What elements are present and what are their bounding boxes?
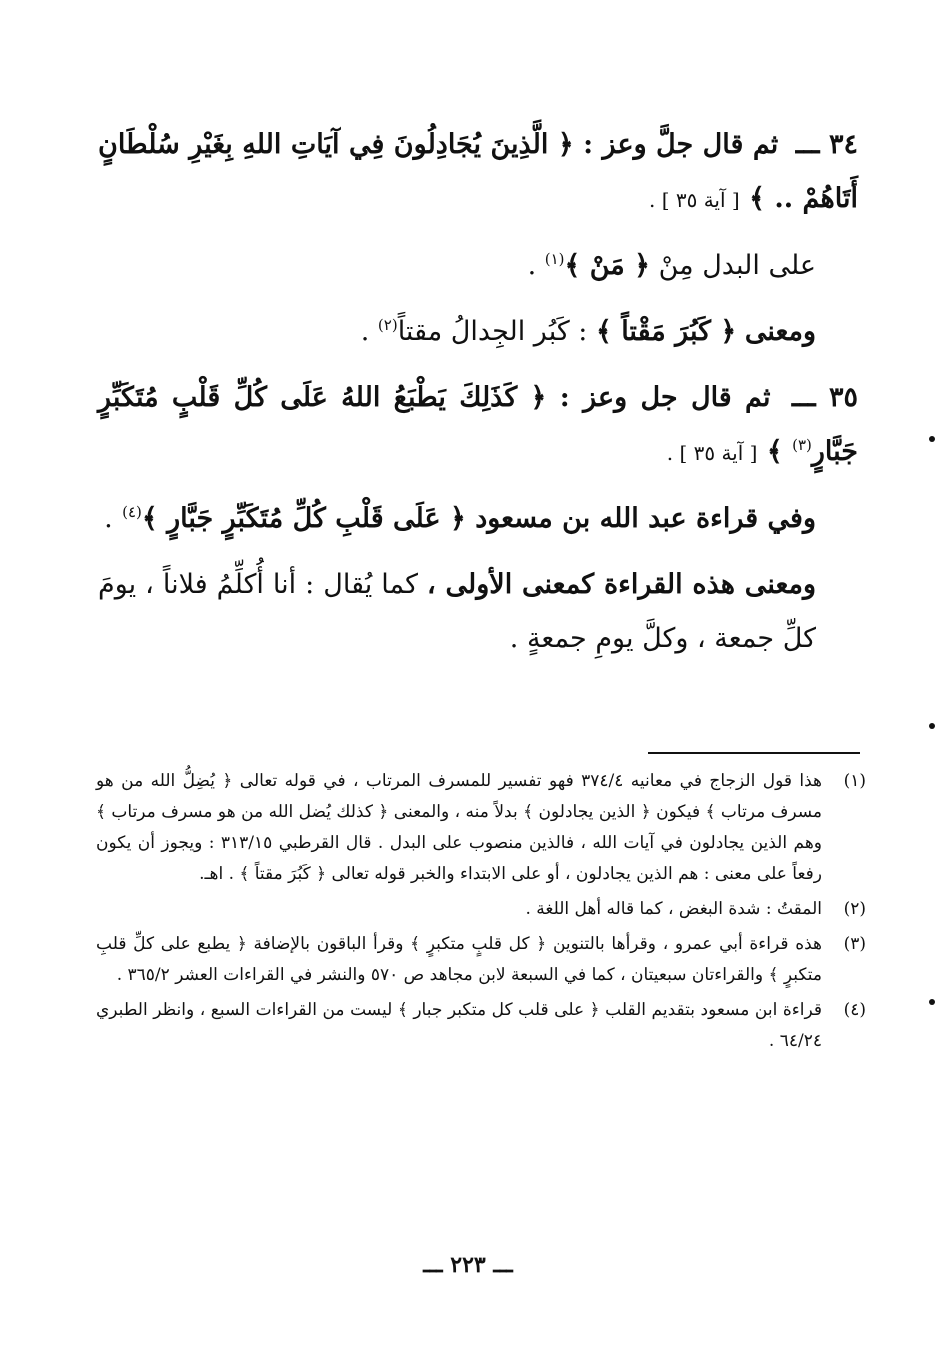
sentence-end: . bbox=[104, 503, 113, 534]
entry-intro: ثم قال جلَّ وعز : bbox=[583, 129, 779, 160]
entry-number: ٣٥ ـــ bbox=[791, 382, 859, 413]
page-number: ـــ ٢٢٣ ـــ bbox=[423, 1252, 513, 1278]
explanation-meaning bbox=[98, 305, 858, 359]
explanation-text: وفي قراءة عبد الله بن مسعود bbox=[475, 503, 816, 534]
footnote-marker: (١) bbox=[544, 250, 565, 268]
explanation-text: : كَبُر الجِدالُ مقتاً bbox=[397, 316, 588, 347]
footnote-separator bbox=[648, 752, 860, 754]
footnote-number: (٢) bbox=[843, 899, 866, 919]
explanation-text: كما يُقال : أنا أُكلِّمُ فلاناً ، يومَ كلِّ جمعة ، وكلَّ يومِ جمعةٍ . bbox=[98, 569, 816, 654]
quran-reading: ﴿ عَلَى قَلْبِ كُلِّ مُتَكَبِّرٍ جَبَّارٍ ﴾ bbox=[141, 503, 466, 534]
entry-number: ٣٤ ـــ bbox=[795, 129, 858, 160]
footnote-text: هذه قراءة أبي عمرو ، وقرأها بالتنوين ﴿ كل قلبٍ متكبرٍ ﴾ وقرأ الباقون بالإضافة ﴿ يطبع على كلِّ قلبِ متكبرٍ ﴾ والقراءتان سبعيتان ، كما في السبعة لابن مجاهد ص ٥٧٠ والنشر في القراءات العشر ٣٦٥/٢ . bbox=[96, 934, 822, 985]
footnote-marker: (٢) bbox=[377, 316, 398, 334]
footnote-text: هذا قول الزجاج في معانيه ٣٧٤/٤ فهو تفسير للمسرف المرتاب ، في قوله تعالى ﴿ يُضِلُّ الله من هو مسرف مرتاب ﴾ فيكون ﴿ الذين يجادلون ﴾ بدلاً منه ، والمعنى ﴿ كذلك يُضل الله من هو مسرف مرتاب ﴾ وهم الذين يجادلون في آيات الله ، فالذين منصوب على البدل . قال القرطبي ٣١٣/١٥ : ويجوز أن يكون رفعاً على معنى : هم الذين يجادلون ، أو على الابتداء والخبر قوله تعالى ﴿ كَبُرَ مقتاً ﴾ . اهـ. bbox=[96, 771, 822, 884]
footnote-marker: (٤) bbox=[122, 503, 142, 521]
footnote-text: المقتُ : شدة البغض ، كما قاله أهل اللغة . bbox=[525, 899, 822, 919]
margin-mark bbox=[929, 999, 935, 1005]
entry-35 bbox=[98, 371, 858, 480]
explanation-text: على البدل مِنْ bbox=[658, 250, 816, 281]
verse-close: ﴾ bbox=[766, 436, 783, 467]
explanation-lead: ومعنى bbox=[744, 316, 816, 347]
footnote-number: (٣) bbox=[843, 934, 866, 954]
footnote-text: قراءة ابن مسعود بتقديم القلب ﴿ على قلب كل متكبر جبار ﴾ ليست من القراءات السبع ، وانظر الطبري ٦٤/٢٤ . bbox=[96, 1000, 822, 1051]
explanation-lead: ومعنى هذه القراءة كمعنى الأولى ، bbox=[427, 569, 816, 600]
quran-verse: ﴿ كَذَلِكَ يَطْبَعُ اللهُ عَلَى كُلِّ قَلْبٍ مُتَكَبِّرٍ جَبَّارٍ bbox=[98, 382, 858, 467]
verse-reference: [ آية ٣٥ ] . bbox=[666, 441, 758, 465]
footnote-3 bbox=[96, 929, 866, 991]
margin-mark bbox=[929, 723, 935, 729]
footnote-marker: (٣) bbox=[792, 436, 812, 454]
margin-mark bbox=[929, 436, 935, 442]
quran-word: ﴿ مَنْ ﴾ bbox=[564, 250, 650, 281]
sentence-end: . bbox=[360, 316, 370, 347]
main-text bbox=[98, 118, 858, 678]
entry-34 bbox=[98, 118, 858, 227]
footnote-number: (٤) bbox=[843, 1000, 866, 1020]
footnotes bbox=[96, 766, 866, 1061]
explanation-badal bbox=[98, 239, 858, 293]
explanation-reading-meaning bbox=[98, 558, 858, 666]
quran-verse: ﴿ الَّذِينَ يُجَادِلُونَ فِي آيَاتِ اللهِ بِغَيْرِ سُلْطَانٍ أَتَاهُمْ .. ﴾ bbox=[98, 129, 858, 214]
explanation-ibn-masud bbox=[98, 492, 858, 546]
entry-intro: ثم قال جل وعز : bbox=[559, 382, 771, 413]
footnote-2 bbox=[96, 894, 866, 925]
verse-reference: [ آية ٣٥ ] . bbox=[648, 188, 740, 212]
footnote-1 bbox=[96, 766, 866, 890]
quran-phrase: ﴿ كَبُرَ مَقْتاً ﴾ bbox=[595, 316, 737, 347]
sentence-end: . bbox=[527, 250, 537, 281]
footnote-number: (١) bbox=[843, 771, 866, 791]
footnote-4 bbox=[96, 995, 866, 1057]
